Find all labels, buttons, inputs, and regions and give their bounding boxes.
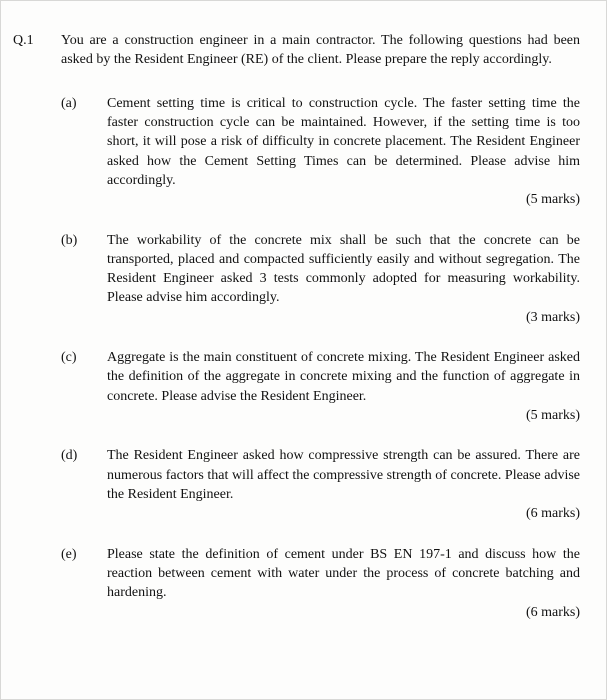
question-part-c <box>61 348 580 425</box>
part-marks: (5 marks) <box>525 192 580 208</box>
question-intro-text: You are a construction engineer in a main contractor. The following questions had been asked by the Resident Engineer (RE) of the client. Please prepare the reply accordingly. <box>61 33 580 68</box>
part-text: The workability of the concrete mix shall be such that the concrete can be transported, placed and compacted sufficiently easily and without segregation. The Resident Engineer asked 3 tests commonly adopted for measuring workability. Please advise him accordingly. <box>107 232 580 306</box>
part-label: (e) <box>61 546 77 562</box>
question-part-d <box>61 446 580 523</box>
part-label: (b) <box>61 232 78 248</box>
question-part-b <box>61 231 580 328</box>
part-text: The Resident Engineer asked how compressive strength can be assured. There are numerous factors that will affect the compressive strength of concrete. Please advise the Resident Engineer. <box>107 448 580 502</box>
question-number: Q.1 <box>13 33 34 48</box>
part-body <box>107 446 580 523</box>
question-part-e <box>61 545 580 622</box>
part-marks: (5 marks) <box>525 408 580 423</box>
part-text: Cement setting time is critical to construction cycle. The faster setting time the faster construction cycle can be maintained. However, if the setting time is too short, it will pose a risk of difficulty in concrete placement. The Resident Engineer asked how the Cement Setting Times can be determined. Please advise him accordingly. <box>107 95 580 188</box>
part-body <box>107 94 580 210</box>
part-marks: (3 marks) <box>525 309 580 325</box>
part-body <box>107 545 580 622</box>
part-label: (a) <box>61 95 77 111</box>
part-marks: (6 marks) <box>525 506 580 522</box>
part-label: (d) <box>61 448 78 464</box>
part-label: (c) <box>61 350 77 366</box>
part-text: Please state the definition of cement under BS EN 197-1 and discuss how the reaction between cement with water under the process of concrete batching and hardening. <box>107 546 580 601</box>
question-parts <box>61 94 580 622</box>
question-header <box>13 31 580 70</box>
part-body <box>107 348 580 425</box>
question-part-a <box>61 94 580 210</box>
part-text: Aggregate is the main constituent of concrete mixing. The Resident Engineer asked the definition of the aggregate in concrete mixing and the function of aggregate in concrete. Please advise the Resident Engineer. <box>107 350 580 404</box>
part-marks: (6 marks) <box>525 604 580 620</box>
part-body <box>107 231 580 328</box>
